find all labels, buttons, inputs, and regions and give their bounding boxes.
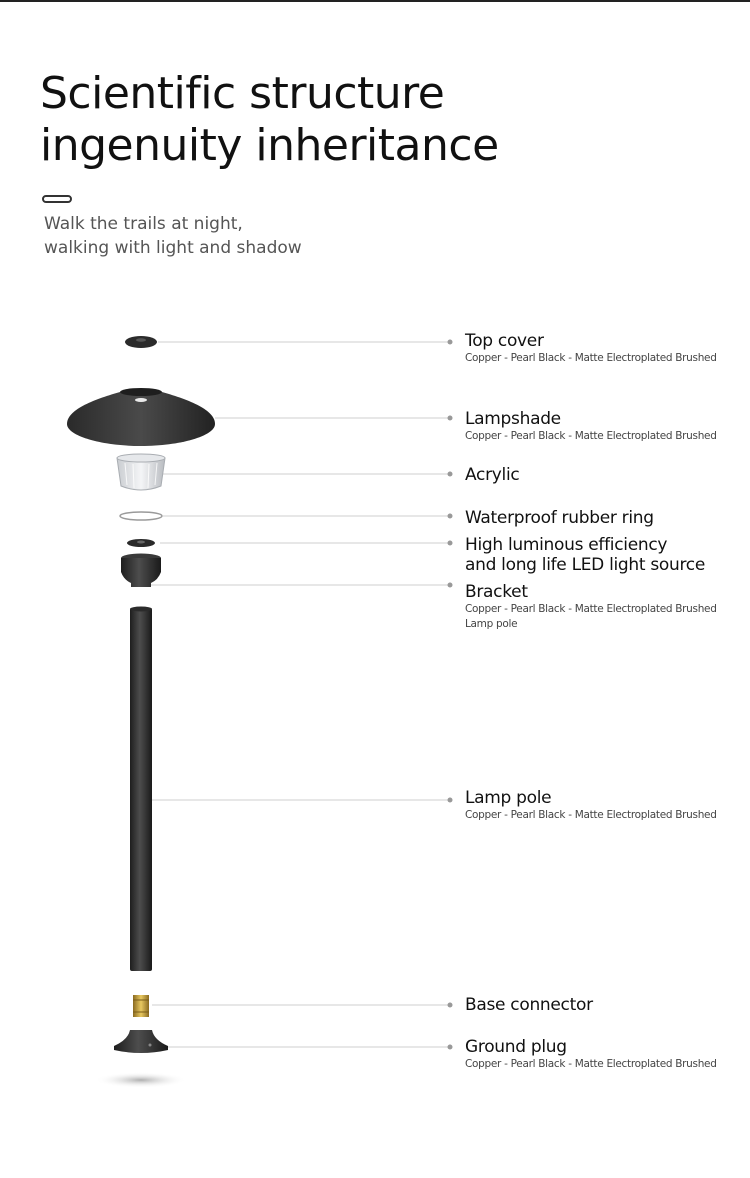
dot-lamp-pole	[448, 798, 453, 803]
subtitle-line-2: walking with light and shadow	[44, 238, 302, 258]
dot-acrylic	[448, 472, 453, 477]
page-title-line-2: ingenuity inheritance	[40, 120, 499, 171]
ground-shadow	[95, 1072, 187, 1088]
led-part	[127, 539, 155, 547]
callout-base-connector	[465, 995, 593, 1015]
callout-rubber-ring	[465, 508, 654, 528]
callout-lampshade	[465, 409, 717, 444]
callout-title: Top cover	[465, 331, 544, 351]
rubber-ring-part	[120, 512, 162, 520]
dot-top-cover	[448, 340, 453, 345]
callout-title: Waterproof rubber ring	[465, 508, 654, 528]
callout-desc-2: Lamp pole	[465, 618, 518, 630]
dot-rubber-ring	[448, 514, 453, 519]
callout-led	[465, 535, 705, 575]
top-cover-part	[125, 336, 157, 348]
dot-bracket	[448, 583, 453, 588]
callout-desc: Copper - Pearl Black - Matte Electroplated Brushed	[465, 809, 717, 821]
callout-title: Lamp pole	[465, 788, 552, 808]
dot-ground-plug	[448, 1045, 453, 1050]
dot-lampshade	[448, 416, 453, 421]
callout-acrylic	[465, 465, 519, 485]
bracket-part	[121, 554, 161, 588]
ground-plug-part	[95, 1030, 187, 1088]
callout-title: Bracket	[465, 582, 528, 602]
leader-lines	[150, 342, 449, 1047]
dot-base-connector	[448, 1003, 453, 1008]
callout-title-line-1: High luminous efficiency	[465, 535, 668, 555]
lampshade-part	[67, 388, 215, 446]
leader-dots	[448, 340, 453, 1050]
page-title-line-1: Scientific structure	[40, 68, 445, 119]
callout-title: Acrylic	[465, 465, 520, 485]
callout-lamp-pole	[465, 788, 717, 823]
callout-desc: Copper - Pearl Black - Matte Electroplated Brushed	[465, 430, 717, 442]
callout-title-line-2: and long life LED light source	[465, 555, 706, 575]
lamp-pole-part	[130, 607, 152, 972]
callout-desc: Copper - Pearl Black - Matte Electroplated Brushed	[465, 603, 717, 615]
callout-title: Lampshade	[465, 409, 561, 429]
callout-title: Base connector	[465, 995, 593, 1015]
acrylic-part	[117, 454, 165, 490]
callout-top-cover	[465, 331, 717, 366]
dot-led	[448, 541, 453, 546]
subtitle-line-1: Walk the trails at night,	[44, 214, 243, 234]
callout-bracket	[465, 582, 717, 632]
callout-desc: Copper - Pearl Black - Matte Electroplated Brushed	[465, 352, 717, 364]
callout-desc: Copper - Pearl Black - Matte Electroplated Brushed	[465, 1058, 717, 1070]
base-connector-part	[133, 995, 149, 1017]
callout-ground-plug	[465, 1037, 717, 1072]
callout-title: Ground plug	[465, 1037, 567, 1057]
